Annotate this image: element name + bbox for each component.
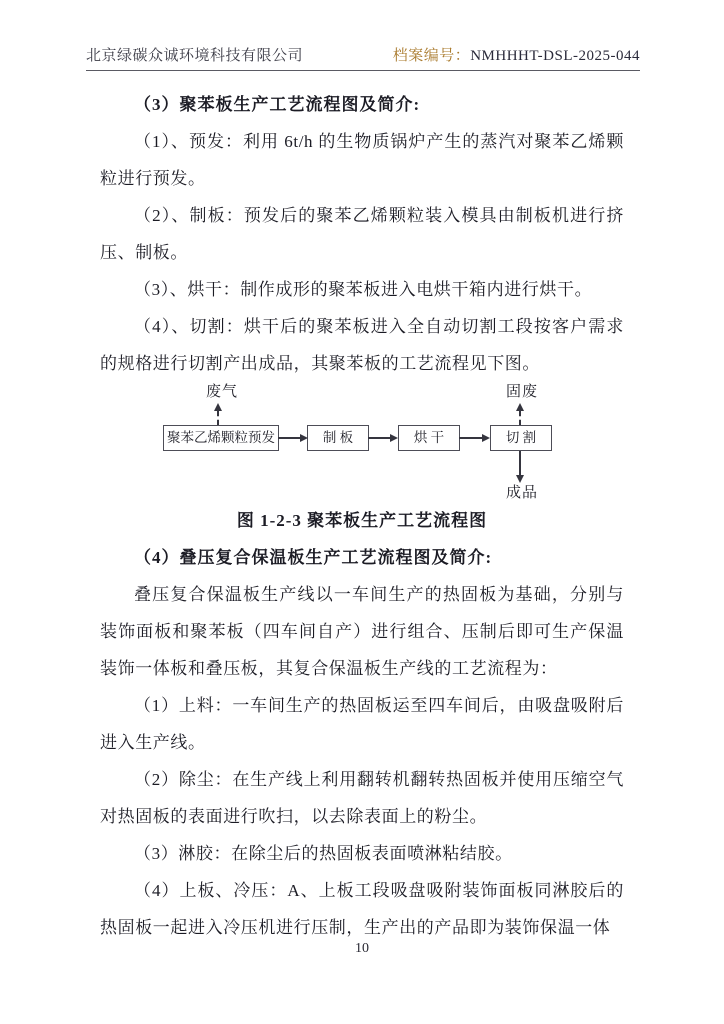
paragraph-prefoam: （1）、预发：利用 6t/h 的生物质锅炉产生的蒸汽对聚苯乙烯颗粒进行预发。 bbox=[100, 132, 624, 188]
document-body bbox=[100, 86, 624, 946]
paragraph-drying: （3）、烘干：制作成形的聚苯板进入电烘干箱内进行烘干。 bbox=[134, 280, 593, 299]
flow-node-dry: 烘 干 bbox=[398, 425, 460, 451]
archive-label: 档案编号： bbox=[392, 48, 471, 64]
finished-product-label: 成品 bbox=[505, 485, 538, 501]
page-number: 10 bbox=[355, 941, 369, 956]
flow-node-prefoam: 聚苯乙烯颗粒预发 bbox=[163, 425, 279, 451]
process-flowchart bbox=[100, 382, 624, 502]
paragraph-glue: （3）淋胶：在除尘后的热固板表面喷淋粘结胶。 bbox=[134, 844, 513, 863]
paragraph-press: （4）上板、冷压：A、上板工段吸盘吸附装饰面板同淋胶后的热固板一起进入冷压机进行压制，生产出的产品即为装饰保温一体 bbox=[100, 881, 624, 937]
paragraph-laminate-intro: 叠压复合保温板生产线以一车间生产的热固板为基础，分别与装饰面板和聚苯板（四车间自产）进行组合、压制后即可生产保温装饰一体板和叠压板，其复合保温板生产线的工艺流程为： bbox=[100, 585, 624, 678]
product-arrow-icon bbox=[519, 451, 521, 475]
page-header bbox=[86, 44, 640, 71]
flow-node-cut: 切 割 bbox=[490, 425, 552, 451]
section-heading-4: （4）叠压复合保温板生产工艺流程图及简介: bbox=[134, 548, 493, 567]
flow-arrow-2-icon bbox=[368, 437, 396, 439]
solid-waste-arrow-icon bbox=[519, 411, 521, 425]
paragraph-dust-removal: （2）除尘：在生产线上利用翻转机翻转热固板并使用压缩空气对热固板的表面进行吹扫，以去除表面上的粉尘。 bbox=[100, 770, 624, 826]
section-heading-3: （3）聚苯板生产工艺流程图及简介: bbox=[134, 95, 421, 114]
waste-gas-arrow-icon bbox=[217, 411, 219, 425]
paragraph-cutting: （4）、切割：烘干后的聚苯板进入全自动切割工段按客户需求的规格进行切割产出成品，其聚苯板的工艺流程见下图。 bbox=[100, 317, 624, 373]
paragraph-board-making: （2）、制板：预发后的聚苯乙烯颗粒装入模具由制板机进行挤压、制板。 bbox=[100, 206, 624, 262]
archive-number-field bbox=[393, 44, 640, 65]
waste-gas-label: 废气 bbox=[205, 384, 238, 400]
flow-arrow-1-icon bbox=[278, 437, 306, 439]
company-name: 北京绿碳众诚环境科技有限公司 bbox=[86, 48, 304, 64]
archive-number: NMHHHT-DSL-2025-044 bbox=[470, 48, 640, 64]
figure-caption: 图 1-2-3 聚苯板生产工艺流程图 bbox=[236, 511, 488, 530]
solid-waste-label: 固废 bbox=[505, 384, 538, 400]
flow-node-board: 制 板 bbox=[307, 425, 369, 451]
paragraph-loading: （1）上料：一车间生产的热固板运至四车间后，由吸盘吸附后进入生产线。 bbox=[100, 696, 624, 752]
flow-arrow-3-icon bbox=[459, 437, 488, 439]
